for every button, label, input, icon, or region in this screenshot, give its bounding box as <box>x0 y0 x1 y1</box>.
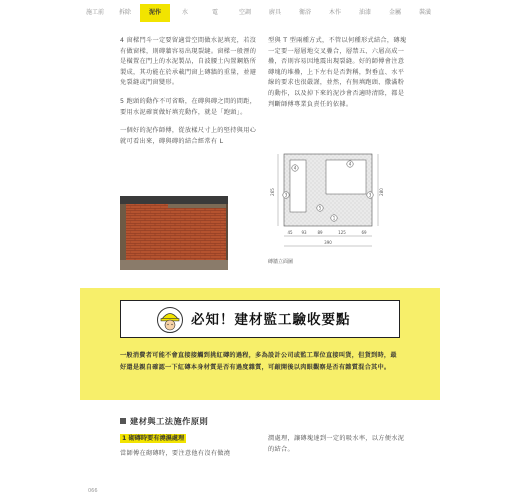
hard-hat-worker-icon <box>157 307 183 333</box>
paragraph-bond-patterns: 型與 T 型兩種方式，不管以何種形式結合，磚塊一定要一層層地交叉疊合，層禁五、六層高成一疊，否則容易因地震出現裂縫。好的師傅會注意磚塊的堆疊，上下左右是否對稱，對垂直、水平線的要求也很嚴謹，並然，有無填跑頭、撒滿粉的動作，以及掉下來的泥沙會否適時清除，都是判斷師傅專業負責任的依據。 <box>268 37 407 108</box>
section-left-text: 當師傅在砌磚時，要注意他有沒有做澆 <box>120 450 231 457</box>
tab-demolition[interactable]: 拆除 <box>118 9 131 16</box>
marker-label: 1 <box>332 215 336 221</box>
tab-masonry[interactable]: 泥作 <box>140 4 170 22</box>
marker-label: 5 <box>318 205 322 211</box>
dimension-label: 89 <box>317 230 323 235</box>
tab-pre-construction[interactable]: 施工前 <box>85 9 104 16</box>
chapter-nav <box>80 4 440 22</box>
tab-decoration[interactable]: 裝潢 <box>418 9 431 16</box>
tab-electric[interactable]: 電 <box>211 9 218 16</box>
left-column <box>120 36 262 155</box>
total-width-label: 390 <box>324 240 332 245</box>
diagram-caption: 磚牆立面圖 <box>268 259 294 265</box>
height-label-left: 265 <box>270 188 275 196</box>
tab-water[interactable]: 水 <box>181 9 188 16</box>
tab-kitchen[interactable]: 廚具 <box>268 9 281 16</box>
height-label-right: 280 <box>379 188 384 196</box>
dimension-label: 93 <box>301 230 307 235</box>
callout-title-box <box>120 300 400 338</box>
page-number: 066 <box>88 488 98 494</box>
dimension-label: 125 <box>338 230 346 235</box>
tab-aircon[interactable]: 空調 <box>238 9 251 16</box>
callout-title: 必知！建材監工驗收要點 <box>191 312 351 328</box>
square-bullet-icon <box>120 418 126 424</box>
tab-paint[interactable]: 油漆 <box>358 9 371 16</box>
paragraph-lintel: 4 窗樑門斗一定要留適當空間做水泥填充，若沒有做窗樑，則磚牆容易出現裂縫。窗樑一般溼的是橫置在門上的水泥製品，自波腰土內置鋼筋所製成，其功能在於承載門窗上磚牆的重量，並避免裂縫或門窗變形。 <box>120 37 257 87</box>
tab-bathroom[interactable]: 衛浴 <box>298 9 311 16</box>
paragraph-good-mason: 一個好的泥作師傅，從放樣尺寸上的堅持與用心就可看出來，磚與磚的結合經常有 L <box>120 127 257 145</box>
subsection-heading: 1 砌磚時要有澆濕處理 <box>122 435 185 442</box>
dimension-label: 69 <box>361 230 367 235</box>
tab-metal[interactable]: 金屬 <box>388 9 401 16</box>
section-title <box>120 416 208 427</box>
paragraph-mortar-joint: 5 跑頭的動作不可省略，在磚與磚之間的間距，要用水泥確實做好填充動作，就是「跑頭」。 <box>120 97 257 116</box>
section-title-text: 建材與工法施作原則 <box>130 416 209 426</box>
brick-wall-elevation-diagram <box>268 152 390 258</box>
tab-woodwork[interactable]: 木作 <box>328 9 341 16</box>
inspection-text: 一般消費者可能不會直接接觸到挑紅磚的過程，多為設計公司或監工單位直接叫貨，但貨到時，最好還是親自確認一下紅磚本身材質是否有過度雜質，可敲開後以肉眼觀察是否有雜質混合其中。 <box>120 352 397 371</box>
marker-label: 4 <box>293 165 297 171</box>
marker-label: 3 <box>284 192 288 198</box>
section-right-text: 潤處理，讓磚塊達到一定的吸水率，以方便水泥的結合。 <box>268 435 405 453</box>
dimension-label: 45 <box>287 230 293 235</box>
right-column <box>268 36 408 118</box>
marker-label: 3 <box>368 192 372 198</box>
brick-wall-photo <box>120 196 228 270</box>
marker-label: 4 <box>348 161 352 167</box>
